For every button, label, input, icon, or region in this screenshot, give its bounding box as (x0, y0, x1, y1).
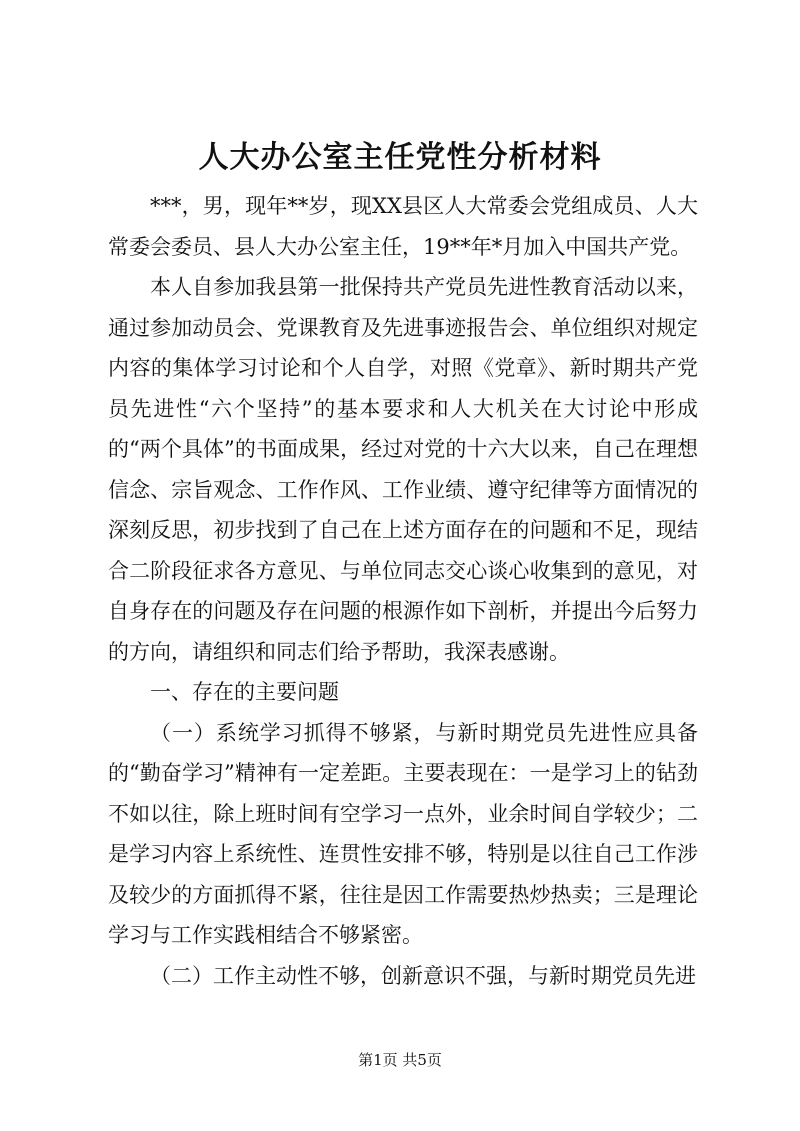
document-title: 人大办公室主任党性分析材料 (198, 140, 602, 175)
paragraph-overview: 本人自参加我县第一批保持共产党员先进性教育活动以来，通过参加动员会、党课教育及先进事迹报告会、单位组织对规定内容的集体学习讨论和个人自学，对照《党章》、新时期共产党员先进性“六个坚持”的基本要求和人大机关在大讨论中形成的“两个具体”的书面成果，经过对党的十六大以来，自己在理想信念、宗旨观念、工作作风、工作业绩、遵守纪律等方面情况的深刻反思，初步找到了自己在上述方面存在的问题和不足，现结合二阶段征求各方意见、与单位同志交心谈心收集到的意见，对自身存在的问题及存在问题的根源作如下剖析，并提出今后努力的方向，请组织和同志们给予帮助，我深表感谢。 (108, 275, 698, 664)
paragraph-intro: ***，男，现年**岁，现XX县区人大常委会党组成员、人大常委会委员、县人大办公室主任，19**年*月加入中国共产党。 (108, 194, 698, 259)
paragraph-problem-1: （一）系统学习抓得不够紧，与新时期党员先进性应具备的“勤奋学习”精神有一定差距。主要表现在：一是学习上的钻劲不如以往，除上班时间有空学习一点外，业余时间自学较少；二是学习内容上系统性、连贯性安排不够，特别是以往自己工作涉及较少的方面抓得不紧，往往是因工作需要热炒热卖；三是理论学习与工作实践相结合不够紧密。 (108, 720, 698, 947)
page-number-footer: 第1页 共5页 (358, 1051, 442, 1069)
section-heading-main-problems: 一、存在的主要问题 (150, 680, 339, 704)
paragraph-problem-2: （二）工作主动性不够，创新意识不强，与新时期党员先进 (150, 963, 696, 988)
document-body (108, 186, 698, 996)
